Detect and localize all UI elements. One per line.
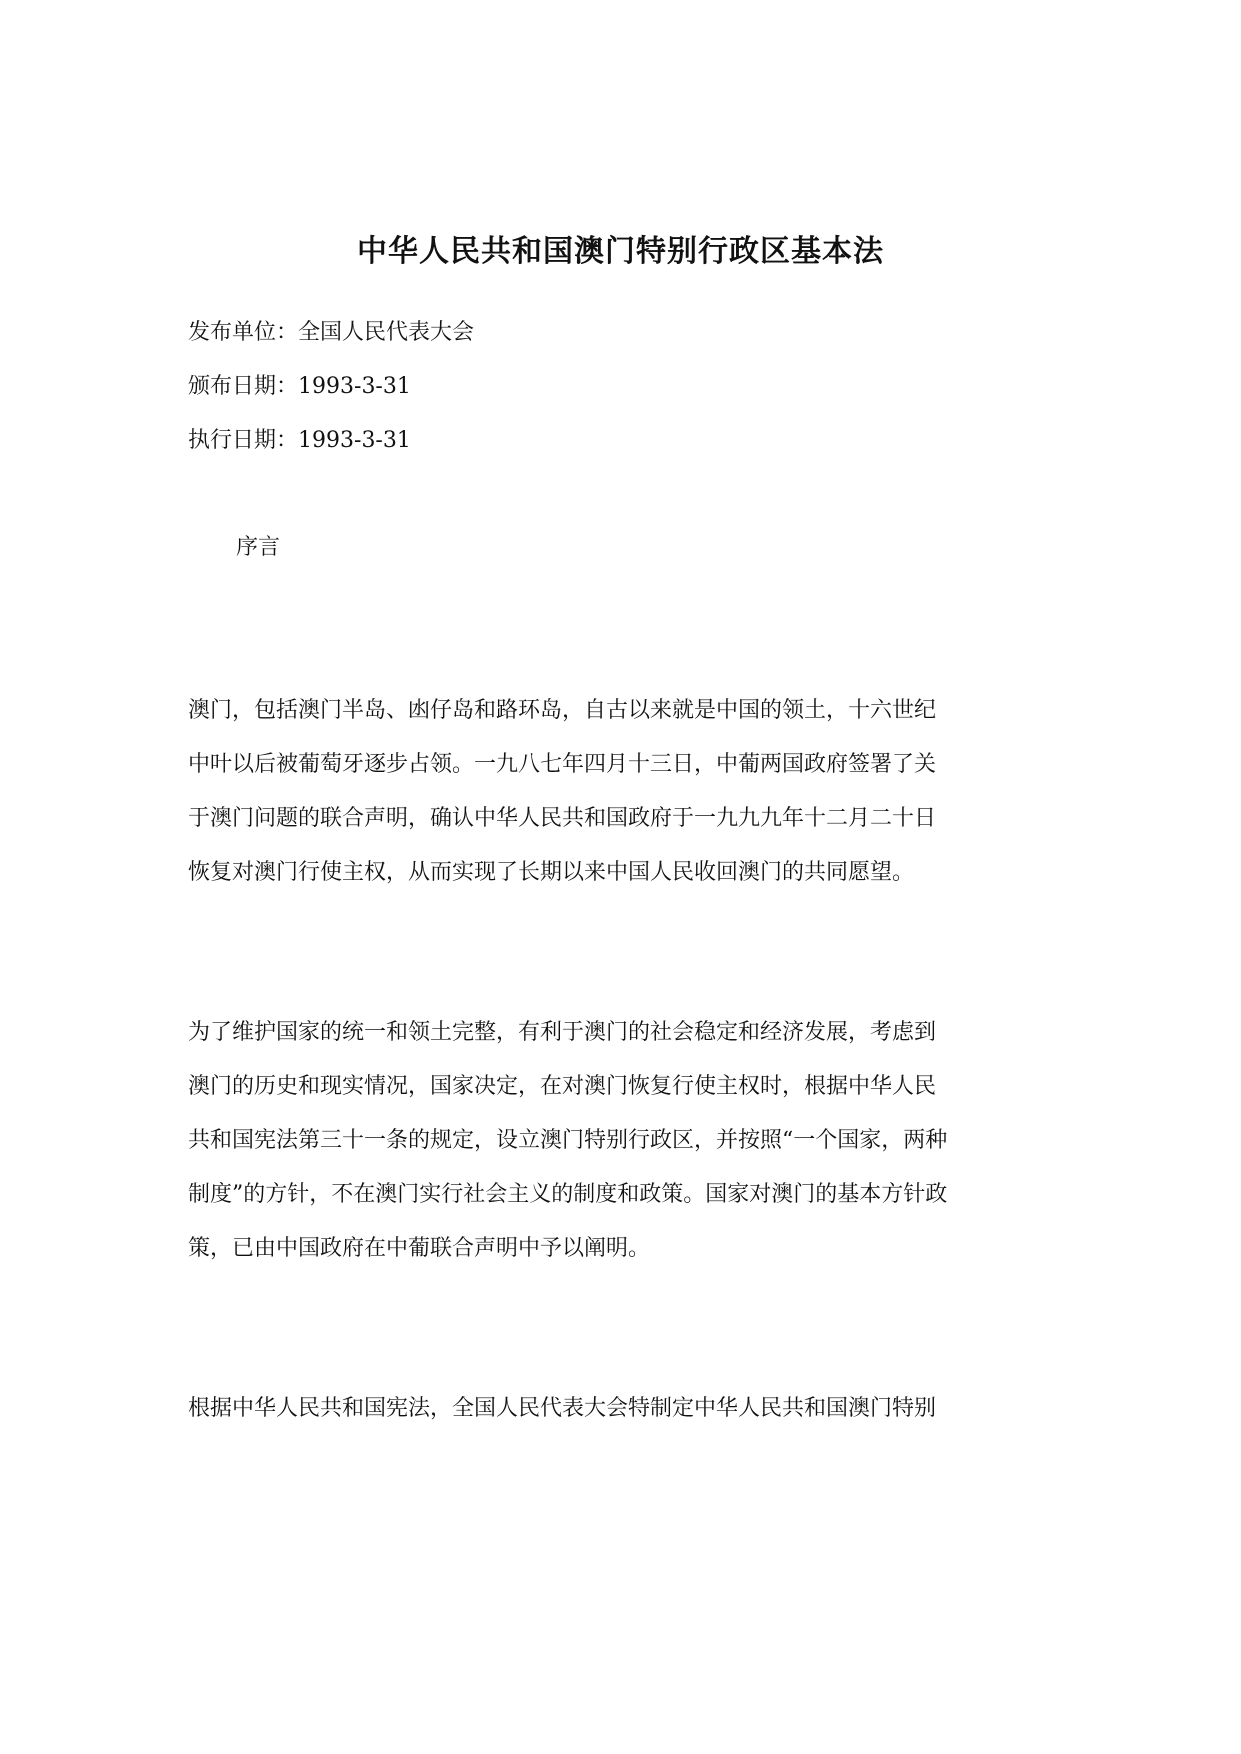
meta-effective-date-label: 执行日期： xyxy=(188,428,299,453)
paragraph-1-line-2: 中叶以后被葡萄牙逐步占领。一九八七年四月十三日，中葡两国政府签署了关 xyxy=(188,752,937,777)
meta-publisher-label: 发布单位： xyxy=(188,320,299,345)
meta-effective-date-value: 1993-3-31 xyxy=(298,428,411,453)
meta-issue-date-label: 颁布日期： xyxy=(188,374,299,399)
paragraph-2-line-3: 共和国宪法第三十一条的规定，设立澳门特别行政区，并按照“一个国家，两种 xyxy=(188,1128,948,1153)
document-title: 中华人民共和国澳门特别行政区基本法 xyxy=(357,234,884,269)
meta-issue-date-value: 1993-3-31 xyxy=(298,374,411,399)
meta-issue-date xyxy=(188,372,411,402)
meta-publisher-value: 全国人民代表大会 xyxy=(298,320,475,345)
meta-effective-date xyxy=(188,426,411,456)
paragraph-2-line-1: 为了维护国家的统一和领土完整，有利于澳门的社会稳定和经济发展，考虑到 xyxy=(188,1020,937,1045)
meta-publisher xyxy=(188,318,474,348)
paragraph-1-line-3: 于澳门问题的联合声明，确认中华人民共和国政府于一九九九年十二月二十日 xyxy=(188,806,937,831)
paragraph-1-line-4: 恢复对澳门行使主权，从而实现了长期以来中国人民收回澳门的共同愿望。 xyxy=(188,860,915,885)
section-heading-preamble: 序言 xyxy=(236,535,281,560)
paragraph-2-line-4: 制度”的方针，不在澳门实行社会主义的制度和政策。国家对澳门的基本方针政 xyxy=(188,1182,948,1207)
paragraph-3-line-1: 根据中华人民共和国宪法，全国人民代表大会特制定中华人民共和国澳门特别 xyxy=(188,1396,937,1421)
paragraph-2-line-2: 澳门的历史和现实情况，国家决定，在对澳门恢复行使主权时，根据中华人民 xyxy=(188,1074,937,1099)
paragraph-2-line-5: 策，已由中国政府在中葡联合声明中予以阐明。 xyxy=(188,1236,651,1261)
paragraph-1-line-1: 澳门，包括澳门半岛、凼仔岛和路环岛，自古以来就是中国的领土，十六世纪 xyxy=(188,698,937,723)
